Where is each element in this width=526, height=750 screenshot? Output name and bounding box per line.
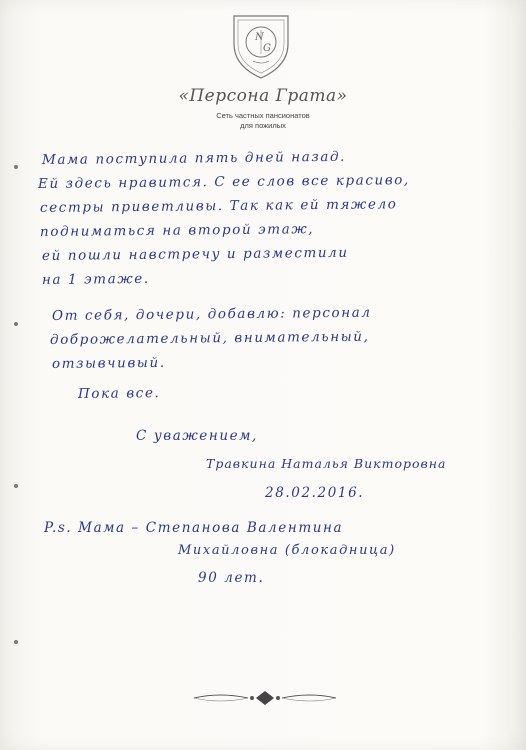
letter-line: Пока все. [77, 385, 161, 402]
svg-text:N: N [255, 32, 264, 43]
monogram-shield-icon [226, 12, 296, 82]
postscript-line: Михайловна (блокадница) [178, 543, 396, 558]
margin-mark [14, 640, 18, 644]
margin-mark [14, 165, 18, 169]
margin-mark [14, 484, 18, 488]
letter-date: 28.02.2016. [265, 485, 365, 501]
margin-mark [14, 322, 18, 326]
letter-line: отзывчивый. [51, 354, 166, 372]
brand-subtitle: для пожилых [240, 121, 286, 130]
letter-line: От себя, дочери, добавлю: персонал [51, 304, 372, 324]
letter-line: доброжелательный, внимательный, [49, 328, 370, 348]
brand-subtitle: Сеть частных пансионатов [216, 111, 310, 120]
postscript-line: P.s. Мама – Степанова Валентина [44, 520, 344, 536]
letter-line: сестры приветливы. Так как ей тяжело [39, 196, 398, 216]
brand-name: «Персона Грата» [178, 86, 348, 106]
letter-line: на 1 этаже. [41, 270, 150, 288]
svg-text:G: G [263, 43, 271, 54]
footer-ornament-icon [190, 688, 340, 708]
postscript-line: 90 лет. [198, 570, 265, 586]
letter-line: ей пошли навстречу и разместили [41, 244, 349, 264]
letter-line: Ей здесь нравится. С ее слов все красиво, [37, 172, 410, 192]
closing-salutation: С уважением, [136, 428, 258, 444]
letter-line: Мама поступила пять дней назад. [41, 148, 347, 168]
letter-line: подниматься на второй этаж, [39, 221, 315, 240]
signature-name: Травкина Наталья Викторовна [206, 456, 447, 471]
